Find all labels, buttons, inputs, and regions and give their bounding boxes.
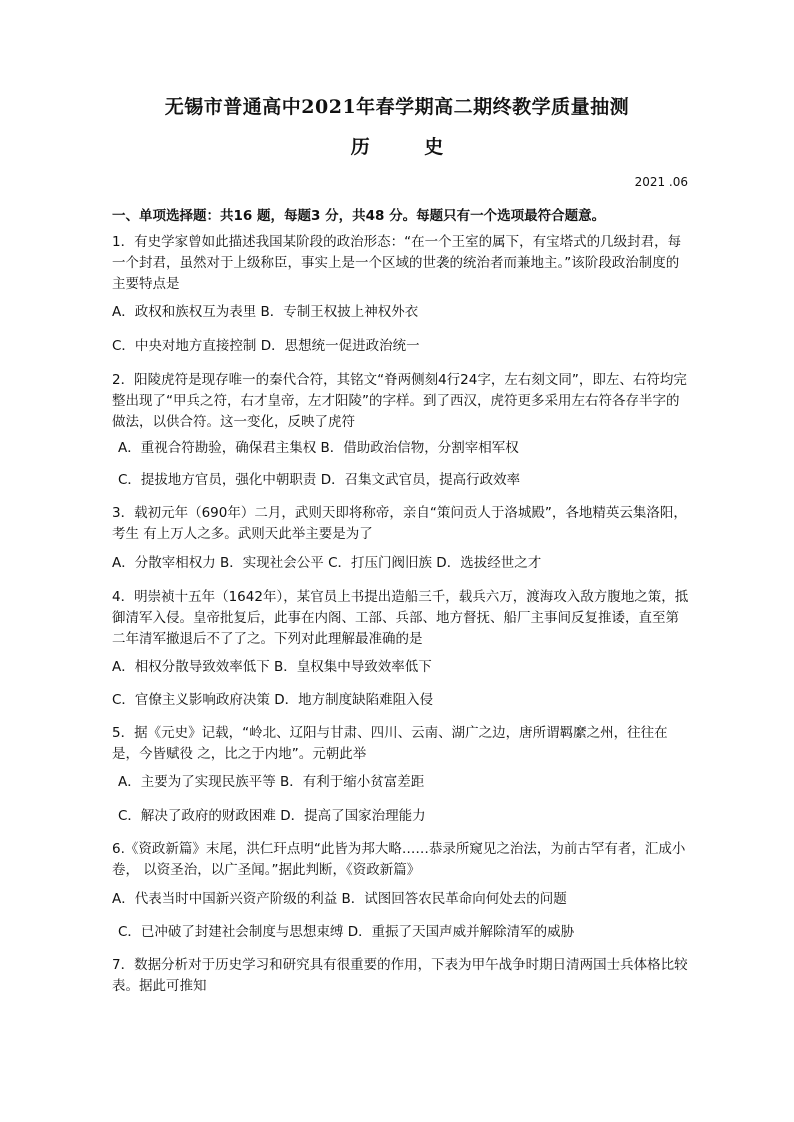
question-3-options-row-1: A．分散宰相权力 B．实现社会公平 C．打压门阀旧族 D．选拔经世之才	[112, 555, 542, 571]
question-6-options-row-2: C．已冲破了封建社会制度与思想束缚 D．重振了天国声威并解除清军的威胁	[118, 924, 575, 940]
question-5-options-row-2: C．解决了政府的财政困难 D．提高了国家治理能力	[118, 808, 426, 824]
question-6-options-row-1: A．代表当时中国新兴资产阶级的利益 B．试图回答农民革命向何处去的问题	[112, 891, 567, 907]
question-2-options-row-1: A．重视合符勘验，确保君主集权 B．借助政治信物，分割宰相军权	[118, 440, 519, 456]
question-4-options-row-1: A．相权分散导致效率低下 B．皇权集中导致效率低下	[112, 659, 432, 675]
question-7-stem: 7．数据分析对于历史学习和研究具有很重要的作用，下表为甲午战争时期日清两国士兵体格比较 表。据此可推知	[112, 957, 688, 994]
question-1-options-row-1: A．政权和族权互为表里 B．专制王权披上神权外衣	[112, 304, 419, 320]
question-2-stem: 2．阳陵虎符是现存唯一的秦代合符，其铭文“脊两侧刻4行24字，左右刻文同”，即左、右符均完整出现了“甲兵之符，右才皇帝，左才阳陵”的字样。到了西汉，虎符更多采用左右符各存半字的做法，以供合符。这一变化，反映了虎符	[112, 372, 687, 430]
question-4-options-row-2: C．官僚主义影响政府决策 D．地方制度缺陷难阻入侵	[112, 692, 434, 708]
question-3-stem: 3．载初元年（690年）二月，武则天即将称帝，亲自“策问贡人于洛城殿”，各地精英云集洛阳，考生 有上万人之多。武则天此举主要是为了	[112, 505, 687, 542]
question-1-options-row-2: C．中央对地方直接控制 D．思想统一促进政治统一	[112, 338, 420, 354]
exam-title: 无锡市普通高中2021年春学期高二期终教学质量抽测	[164, 96, 630, 118]
question-5-options-row-1: A．主要为了实现民族平等 B．有利于缩小贫富差距	[118, 774, 425, 790]
question-6-stem: 6.《资政新篇》末尾，洪仁玕点明“此皆为邦大略……恭录所窥见之治法，为前古罕有者，汇成小卷， 以资圣治，以广圣闻。”据此判断，《资政新篇》	[112, 841, 686, 878]
section-heading: 一、单项选择题：共16 题，每题3 分，共48 分。每题只有一个选项最符合题意。	[112, 208, 606, 224]
question-4-stem: 4．明崇祯十五年（1642年），某官员上书提出造船三千，载兵六万，渡海攻入敌方腹地之策，抵御清军入侵。皇帝批复后，此事在内阁、工部、兵部、地方督抚、船厂主事间反复推诿，直至第二年清军撤退后不了了之。下列对此理解最准确的是	[112, 589, 689, 647]
subject-title: 历 史	[350, 136, 468, 158]
question-2-options-row-2: C．提拔地方官员，强化中朝职责 D．召集文武官员，提高行政效率	[118, 472, 521, 488]
question-1-stem: 1．有史学家曾如此描述我国某阶段的政治形态：“在一个王室的属下，有宝塔式的几级封君，每一个封君，虽然对于上级称臣，事实上是一个区域的世袭的统治者而兼地主。”该阶段政治制度的 主要特点是	[112, 234, 682, 292]
exam-date: 2021 .06	[634, 175, 688, 189]
question-5-stem: 5．据《元史》记载，“岭北、辽阳与甘肃、四川、云南、湖广之边，唐所谓羁縻之州，往往在是，今皆赋役 之，比之于内地”。元朝此举	[112, 725, 668, 762]
